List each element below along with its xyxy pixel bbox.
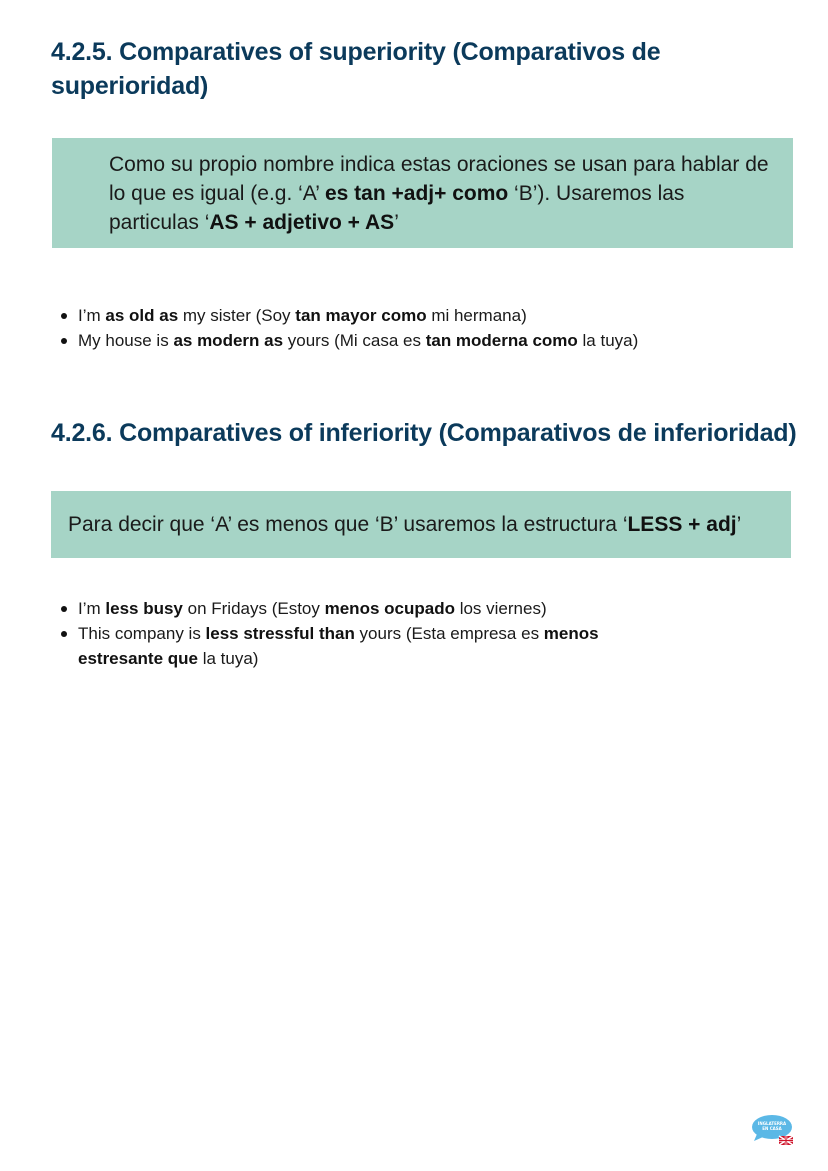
callout-segment-bold: LESS + adj <box>627 513 737 536</box>
text-segment: yours (Mi casa es <box>283 331 426 350</box>
examples-list-superiority <box>78 303 778 353</box>
text-segment: my sister (Soy <box>178 306 296 325</box>
flag-icon <box>779 1136 793 1145</box>
list-item <box>78 596 678 621</box>
text-segment: mi hermana) <box>426 306 527 325</box>
text-segment: This company is <box>78 624 206 643</box>
callout-segment: ’ <box>394 211 399 234</box>
text-segment: I’m <box>78 599 106 618</box>
section-heading-inferiority: 4.2.6. Comparatives of inferiority (Comparativos de inferioridad) <box>51 419 797 447</box>
callout-segment-bold: es tan +adj+ como <box>324 182 509 205</box>
brand-logo <box>751 1114 795 1146</box>
text-segment: I’m <box>78 306 106 325</box>
text-segment: yours (Esta empresa es <box>354 624 544 643</box>
callout-segment-bold: AS + adjetivo + AS <box>209 211 395 234</box>
list-item <box>78 328 778 353</box>
text-segment-bold: tan mayor como <box>295 306 427 325</box>
speech-bubble-icon <box>751 1114 795 1146</box>
text-segment: la tuya) <box>198 649 259 668</box>
text-segment: My house is <box>78 331 174 350</box>
logo-text-line-2: EN CASA <box>762 1126 782 1131</box>
callout-inferiority <box>51 491 791 558</box>
callout-text <box>109 153 769 234</box>
text-segment-bold: as modern as <box>173 331 284 350</box>
callout-segment: Como su propio nombre indica estas oraciones se usan para hablar de lo que es igual (e.g. ‘A’ <box>109 153 769 205</box>
callout-segment: ‘B’). Usaremos las particulas ‘ <box>109 182 685 234</box>
text-segment: on Fridays (Estoy <box>182 599 325 618</box>
callout-segment: Para decir que ‘A’ es menos que ‘B’ usaremos la estructura ‘ <box>68 513 628 536</box>
text-segment-bold: tan moderna como <box>425 331 578 350</box>
list-item <box>78 621 678 671</box>
callout-segment: ’ <box>736 513 742 536</box>
text-segment-bold: less busy <box>105 599 183 618</box>
text-segment-bold: menos ocupado <box>324 599 455 618</box>
section-heading-superiority: 4.2.5. Comparatives of superiority (Comparativos de superioridad) <box>51 38 661 100</box>
callout-text <box>68 513 741 536</box>
callout-superiority <box>52 138 793 248</box>
list-item <box>78 303 778 328</box>
logo-text-line-1: INGLATERRA <box>757 1121 787 1126</box>
text-segment-bold: menos estresante que <box>78 624 599 668</box>
text-segment-bold: as old as <box>105 306 179 325</box>
text-segment: la tuya) <box>577 331 639 350</box>
text-segment-bold: less stressful than <box>205 624 355 643</box>
text-segment: los viernes) <box>454 599 547 618</box>
examples-list-inferiority <box>78 596 678 671</box>
